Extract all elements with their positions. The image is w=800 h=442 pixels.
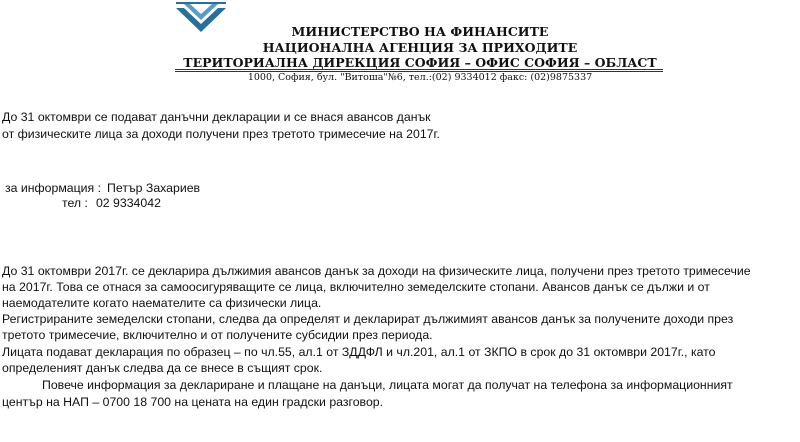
intro-line-2: от физическите лица за доходи получени през третото тримесечие на 2017г. xyxy=(2,127,440,141)
contact-phone xyxy=(62,196,161,211)
body-line: Повече информация за деклариране и плащане на данъци, лицата могат да получат на телефона за информационният xyxy=(42,378,733,392)
body-line: център на НАП – 0700 18 700 на цената на един градски разговор. xyxy=(2,395,384,409)
body-line: на 2017г. Това се отнася за самоосигуряващите се лица, включително земеделските стопани. Авансов данък се дължи и от xyxy=(2,280,710,294)
ministry-title: МИНИСТЕРСТВО НА ФИНАНСИТЕ xyxy=(291,24,549,39)
intro-line-1: До 31 октомври се подават данъчни декларации и се внася авансов данък xyxy=(2,110,431,124)
contact-name: Петър Захариев xyxy=(107,181,201,195)
body-line: Лицата подават декларация по образец – по чл.55, ал.1 от ЗДДФЛ и чл.201, ал.1 от ЗКПО в срок до 31 октомври 2017г., като xyxy=(2,345,716,359)
phone-label: тел : xyxy=(62,196,88,210)
phone-number: 02 9334042 xyxy=(95,196,161,210)
body-line: наемодателите когато наемателите са физически лица. xyxy=(2,296,322,310)
contact-label: за информация : xyxy=(5,181,102,195)
body-line: Регистрираните земеделски стопани, следва да определят и декларират дължимият авансов данък за получените доходи през xyxy=(2,312,734,326)
office-address: 1000, София, бул. "Витоша"№6, тел.:(02) 9334012 факс: (02)9875337 xyxy=(247,72,593,83)
contact-info xyxy=(5,181,200,196)
body-line: третото тримесечие, включително и от получените субсидии през периода. xyxy=(2,328,433,342)
agency-title: НАЦИОНАЛНА АГЕНЦИЯ ЗА ПРИХОДИТЕ xyxy=(262,40,578,55)
body-line: определеният данък следва да се внесе в същият срок. xyxy=(2,361,323,375)
body-line: До 31 октомври 2017г. се декларира дължимия авансов данък за доходи на физическите лица, получени през третото тримесечие xyxy=(2,264,751,278)
office-title: ТЕРИТОРИАЛНА ДИРЕКЦИЯ СОФИЯ – ОФИС СОФИЯ – ОБЛАСТ xyxy=(183,55,657,70)
